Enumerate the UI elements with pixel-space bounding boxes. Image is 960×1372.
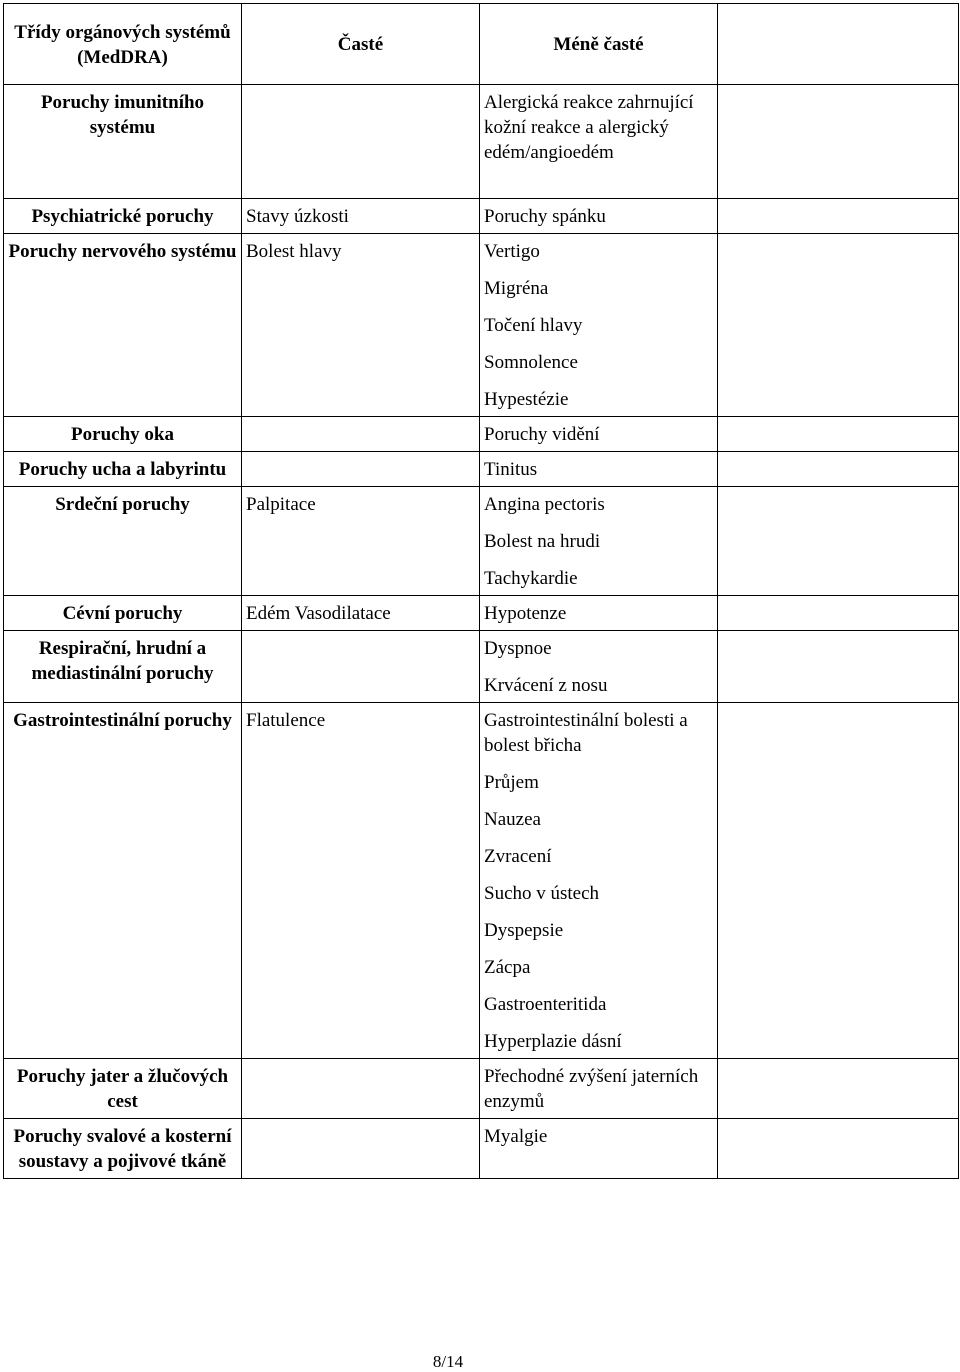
- soc-cell: Poruchy jater a žlučových cest: [4, 1059, 242, 1119]
- uncommon-reaction: Dyspepsie: [484, 920, 564, 941]
- uncommon-reaction: Gastroenteritida: [484, 994, 607, 1015]
- soc-cell: Respirační, hrudní a mediastinální poruchy: [4, 631, 242, 703]
- table-row: [4, 1119, 959, 1179]
- empty-cell: [718, 234, 959, 417]
- soc-cell: Poruchy ucha a labyrintu: [4, 452, 242, 487]
- uncommon-reaction: Somnolence: [484, 352, 578, 373]
- table-row: [4, 199, 959, 234]
- uncommon-reaction: Tinitus: [484, 459, 538, 480]
- empty-cell: [718, 85, 959, 199]
- frequent-cell: [242, 487, 480, 596]
- empty-cell: [718, 452, 959, 487]
- empty-cell: [718, 1059, 959, 1119]
- uncommon-reaction: Bolest na hrudi: [484, 531, 601, 552]
- uncommon-reaction: Hypestézie: [484, 389, 569, 410]
- frequent-reaction: Bolest hlavy: [246, 241, 342, 262]
- table-row: [4, 234, 959, 417]
- soc-cell: Cévní poruchy: [4, 596, 242, 631]
- uncommon-reaction: Tachykardie: [484, 568, 578, 589]
- frequent-cell: [242, 85, 480, 199]
- soc-cell: Poruchy oka: [4, 417, 242, 452]
- uncommon-reaction: Nauzea: [484, 809, 541, 830]
- uncommon-reaction: Průjem: [484, 772, 539, 793]
- uncommon-cell: [480, 596, 718, 631]
- uncommon-reaction: Točení hlavy: [484, 315, 583, 336]
- table-row: [4, 417, 959, 452]
- uncommon-reaction: Hypotenze: [484, 603, 567, 624]
- uncommon-cell: [480, 234, 718, 417]
- uncommon-reaction: Zácpa: [484, 957, 531, 978]
- uncommon-reaction: Dyspnoe: [484, 638, 552, 659]
- frequent-cell: [242, 417, 480, 452]
- soc-cell: Poruchy nervového systému: [4, 234, 242, 417]
- uncommon-cell: [480, 199, 718, 234]
- table-row: [4, 631, 959, 703]
- uncommon-reaction: Angina pectoris: [484, 494, 605, 515]
- table-header: [4, 4, 959, 85]
- uncommon-reaction: Zvracení: [484, 846, 552, 867]
- frequent-reaction: Palpitace: [246, 494, 316, 515]
- frequent-cell: [242, 631, 480, 703]
- empty-cell: [718, 596, 959, 631]
- uncommon-reaction: Gastrointestinální bolesti a bolest břicha: [484, 710, 688, 756]
- soc-cell: Gastrointestinální poruchy: [4, 703, 242, 1059]
- uncommon-reaction: Alergická reakce zahrnující kožní reakce a alergický edém/angioedém: [484, 92, 694, 163]
- soc-cell: Psychiatrické poruchy: [4, 199, 242, 234]
- uncommon-cell: [480, 417, 718, 452]
- uncommon-reaction: Poruchy vidění: [484, 424, 600, 445]
- soc-cell: Poruchy svalové a kosterní soustavy a pojivové tkáně: [4, 1119, 242, 1179]
- uncommon-cell: [480, 631, 718, 703]
- table-row: [4, 703, 959, 1059]
- soc-cell: Poruchy imunitního systému: [4, 85, 242, 199]
- header-empty: [718, 4, 959, 85]
- header-row: [4, 4, 959, 85]
- empty-cell: [718, 487, 959, 596]
- uncommon-cell: [480, 85, 718, 199]
- frequent-cell: [242, 234, 480, 417]
- uncommon-reaction: Myalgie: [484, 1126, 548, 1147]
- frequent-cell: [242, 452, 480, 487]
- uncommon-reaction: Poruchy spánku: [484, 206, 606, 227]
- table-row: [4, 452, 959, 487]
- frequent-cell: [242, 1059, 480, 1119]
- uncommon-reaction: Krvácení z nosu: [484, 675, 608, 696]
- soc-cell: Srdeční poruchy: [4, 487, 242, 596]
- empty-cell: [718, 703, 959, 1059]
- uncommon-reaction: Přechodné zvýšení jaterních enzymů: [484, 1066, 699, 1112]
- header-uncommon: Méně časté: [480, 4, 718, 85]
- frequent-cell: [242, 1119, 480, 1179]
- uncommon-reaction: Sucho v ústech: [484, 883, 600, 904]
- uncommon-reaction: Migréna: [484, 278, 549, 299]
- uncommon-reaction: Vertigo: [484, 241, 540, 262]
- uncommon-cell: [480, 1059, 718, 1119]
- uncommon-cell: [480, 1119, 718, 1179]
- table-body: [4, 85, 959, 1179]
- frequent-cell: [242, 703, 480, 1059]
- table-row: [4, 85, 959, 199]
- header-frequent: Časté: [242, 4, 480, 85]
- empty-cell: [718, 417, 959, 452]
- table-row: [4, 596, 959, 631]
- frequent-reaction: Edém Vasodilatace: [246, 603, 391, 624]
- table-row: [4, 1059, 959, 1119]
- frequent-reaction: Flatulence: [246, 710, 326, 731]
- uncommon-cell: [480, 487, 718, 596]
- empty-cell: [718, 1119, 959, 1179]
- adverse-reactions-table: [3, 3, 959, 1179]
- uncommon-cell: [480, 703, 718, 1059]
- frequent-reaction: Stavy úzkosti: [246, 206, 349, 227]
- uncommon-reaction: Hyperplazie dásní: [484, 1031, 622, 1052]
- frequent-cell: [242, 199, 480, 234]
- frequent-cell: [242, 596, 480, 631]
- header-soc: Třídy orgánových systémů (MedDRA): [4, 4, 242, 85]
- page-number: 8/14: [432, 1352, 464, 1371]
- empty-cell: [718, 199, 959, 234]
- empty-cell: [718, 631, 959, 703]
- uncommon-cell: [480, 452, 718, 487]
- table-row: [4, 487, 959, 596]
